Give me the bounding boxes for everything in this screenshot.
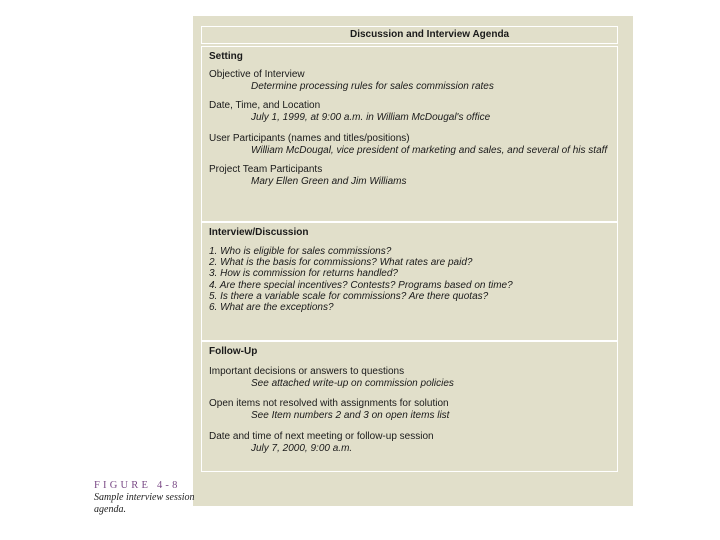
setting-section: [201, 46, 618, 222]
list-item: 2. What is the basis for commissions? What rates are paid?: [209, 257, 473, 269]
list-item: 1. Who is eligible for sales commissions?: [209, 246, 392, 257]
setting-item-project-team: [209, 164, 609, 188]
list-item: 4. Are there special incentives? Contests? Programs based on time?: [209, 279, 513, 291]
question-list: [209, 246, 513, 313]
figure-caption: [94, 479, 204, 516]
item-value: Mary Ellen Green and Jim Williams: [251, 176, 407, 187]
list-item: 3. How is commission for returns handled?: [209, 268, 398, 280]
item-value: July 7, 2000, 9:00 a.m.: [251, 443, 353, 454]
item-label: Important decisions or answers to questions: [209, 366, 405, 377]
agenda-figure: [193, 16, 633, 506]
setting-item-datetime: [209, 100, 609, 124]
followup-item-next-meeting: [209, 431, 609, 455]
figure-label: FIGURE 4-8: [94, 480, 181, 491]
figure-caption-text: Sample interview session agenda.: [94, 492, 195, 515]
item-label: User Participants (names and titles/positions): [209, 133, 410, 144]
list-item: 6. What are the exceptions?: [209, 302, 334, 314]
interview-section: [201, 222, 618, 341]
item-label: Objective of Interview: [209, 69, 305, 80]
item-label: Project Team Participants: [209, 164, 323, 175]
followup-heading: Follow-Up: [209, 346, 258, 357]
item-value: See attached write-up on commission policies: [251, 378, 454, 389]
item-label: Open items not resolved with assignments for solution: [209, 398, 449, 409]
item-value: Determine processing rules for sales commission rates: [251, 81, 494, 92]
item-value: July 1, 1999, at 9:00 a.m. in William McDougal's office: [251, 112, 491, 123]
followup-item-decisions: [209, 366, 609, 390]
setting-heading: Setting: [209, 51, 243, 62]
setting-item-objective: [209, 69, 609, 93]
followup-item-open-items: [209, 398, 609, 422]
agenda-title: Discussion and Interview Agenda: [201, 26, 618, 44]
list-item: 5. Is there a variable scale for commissions? Are there quotas?: [209, 290, 489, 302]
setting-item-user-participants: [209, 133, 609, 157]
item-label: Date, Time, and Location: [209, 100, 321, 111]
item-value: See Item numbers 2 and 3 on open items list: [251, 410, 450, 421]
item-value: William McDougal, vice president of marketing and sales, and several of his staff: [251, 145, 608, 156]
item-label: Date and time of next meeting or follow-up session: [209, 431, 434, 442]
interview-heading: Interview/Discussion: [209, 227, 309, 238]
followup-section: [201, 341, 618, 472]
